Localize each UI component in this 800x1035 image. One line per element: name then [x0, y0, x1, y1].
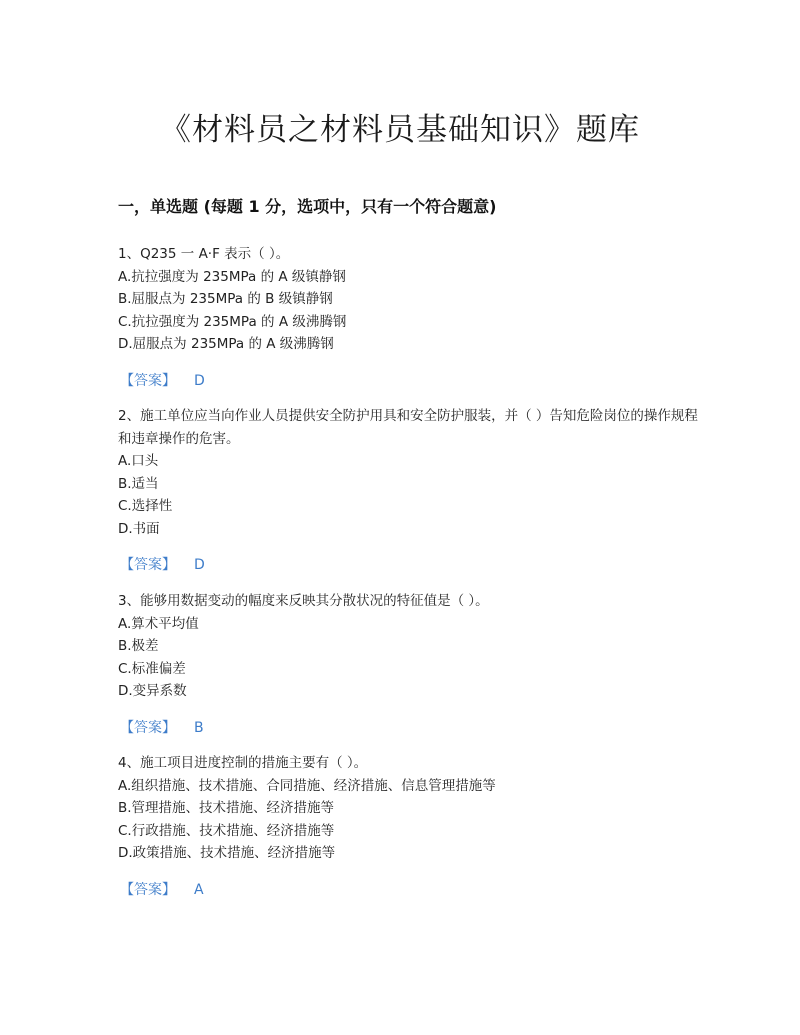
question-text: 2、施工单位应当向作业人员提供安全防护用具和安全防护服装，并（ ）告知危险岗位的操作规程和违章操作的危害。 [118, 408, 698, 447]
question-4 [118, 752, 698, 901]
option-b: B.适当 [118, 475, 159, 492]
option-c: C.行政措施、技术措施、经济措施等 [118, 822, 335, 839]
option-c: C.标准偏差 [118, 660, 186, 677]
option-b: B.屈服点为 235MPa 的 B 级镇静钢 [118, 291, 333, 307]
option-b: B.管理措施、技术措施、经济措施等 [118, 800, 335, 816]
question-text: 4、施工项目进度控制的措施主要有（ ）。 [118, 755, 368, 771]
option-d: D.屈服点为 235MPa 的 A 级沸腾钢 [118, 336, 334, 352]
option-c: C.抗拉强度为 235MPa 的 A 级沸腾钢 [118, 313, 347, 330]
answer-row [120, 554, 698, 576]
document-title: 《材料员之材料员基础知识》题库 [160, 112, 640, 148]
answer-row [120, 370, 698, 392]
answer-row [120, 879, 698, 901]
option-a: A.抗拉强度为 235MPa 的 A 级镇静钢 [118, 268, 346, 285]
answer-label: 【答案】 [120, 881, 176, 898]
answer-value: A [194, 881, 204, 898]
option-a: A.组织措施、技术措施、合同措施、经济措施、信息管理措施等 [118, 777, 496, 794]
option-d: D.政策措施、技术措施、经济措施等 [118, 845, 336, 861]
answer-value: B [194, 719, 204, 736]
question-2 [118, 405, 698, 576]
answer-row [120, 717, 698, 739]
section-heading: 一，单选题 (每题 1 分，选项中，只有一个符合题意) [118, 197, 497, 216]
answer-label: 【答案】 [120, 372, 176, 389]
question-text: 3、能够用数据变动的幅度来反映其分散状况的特征值是（ ）。 [118, 593, 489, 609]
option-d: D.变异系数 [118, 683, 187, 699]
option-c: C.选择性 [118, 498, 173, 514]
question-1 [118, 243, 698, 392]
answer-label: 【答案】 [120, 557, 176, 573]
option-d: D.书面 [118, 520, 160, 537]
question-text: 1、Q235 一 A·F 表示（ ）。 [118, 246, 290, 262]
option-a: A.口头 [118, 453, 159, 469]
option-b: B.极差 [118, 638, 159, 654]
answer-label: 【答案】 [120, 719, 176, 736]
option-a: A.算术平均值 [118, 615, 199, 632]
answer-value: D [194, 557, 205, 573]
answer-value: D [194, 372, 205, 389]
question-3 [118, 590, 698, 739]
